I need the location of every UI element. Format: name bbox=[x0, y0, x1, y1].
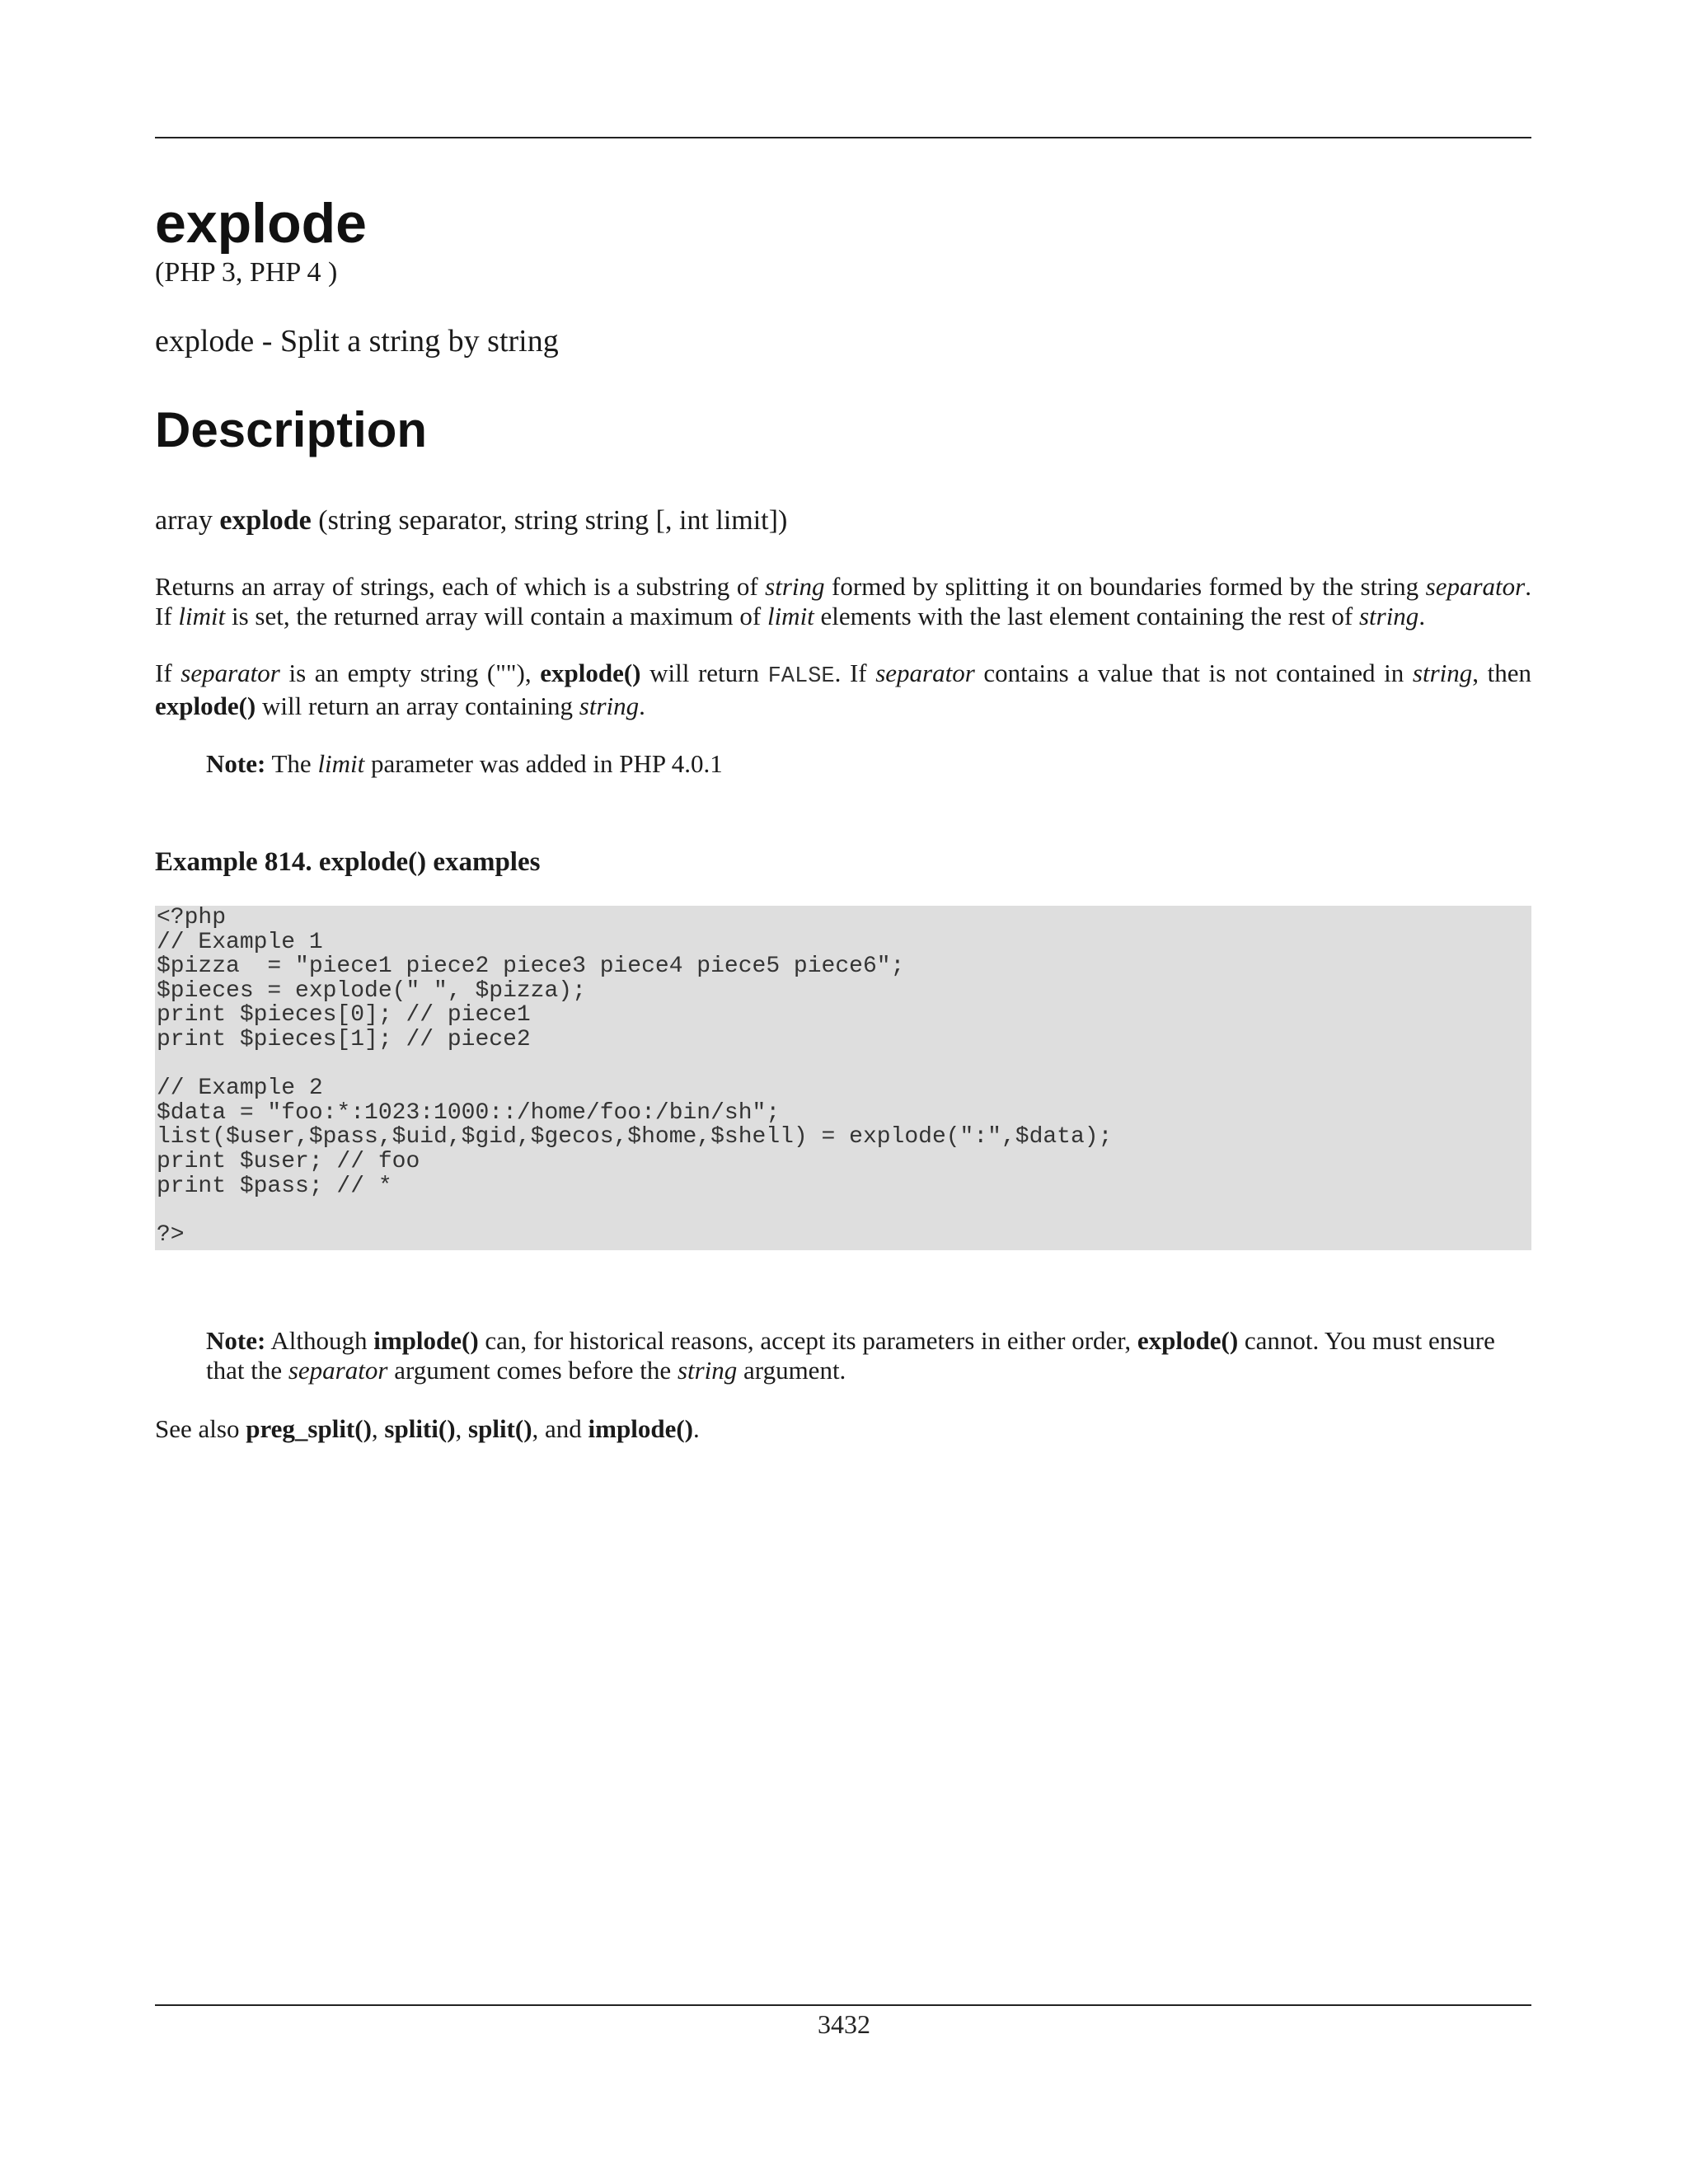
param-ref: string bbox=[677, 1356, 738, 1385]
param-ref: limit bbox=[178, 602, 226, 630]
description-paragraph-2: If separator is an empty string (""), explode() will return FALSE. If separator contains a value that is not contained in string, then explode() will return an array containing string. bbox=[155, 658, 1531, 720]
param-ref: limit bbox=[317, 749, 365, 778]
header-rule bbox=[155, 137, 1531, 138]
see-also-link-spliti: spliti() bbox=[384, 1414, 456, 1443]
function-ref: explode() bbox=[155, 691, 256, 720]
synopsis-params: (string separator, string string [, int limit]) bbox=[318, 505, 788, 536]
function-synopsis bbox=[155, 504, 1531, 537]
synopsis-return-type: array bbox=[155, 505, 213, 536]
param-ref: separator bbox=[1425, 572, 1526, 601]
param-ref: string bbox=[1412, 658, 1473, 687]
see-also-link-implode: implode() bbox=[588, 1414, 693, 1443]
param-ref: string bbox=[765, 572, 825, 601]
see-also: See also preg_split(), spliti(), split(), and implode(). bbox=[155, 1414, 700, 1443]
constant-false: FALSE bbox=[767, 664, 835, 689]
description-paragraph-1: Returns an array of strings, each of which is a substring of string formed by splitting it on boundaries formed by the string separator. If limit is set, the returned array will contain a maximum of limit elements with the last element containing the rest of string. bbox=[155, 572, 1531, 630]
param-ref: separator bbox=[288, 1356, 388, 1385]
note-limit-parameter: Note: The limit parameter was added in PHP 4.0.1 bbox=[206, 749, 723, 778]
code-example-block: <?php // Example 1 $pizza = "piece1 piece2 piece3 piece4 piece5 piece6"; $pieces = explode(" ", $pizza); print $pieces[0]; // piece1 print $pieces[1]; // piece2 // Example 2 $data = "foo:*:1023:1000::/home/foo:/bin/sh"; list($user,$pass,$uid,$gid,$gecos,$home,$shell) = explode(":",$data); print $user; // foo print $pass; // * ?> bbox=[155, 906, 1531, 1250]
function-title: explode bbox=[155, 192, 367, 255]
note-label: Note: bbox=[206, 749, 266, 778]
refpurpose: explode - Split a string by string bbox=[155, 324, 559, 359]
synopsis-function-name: explode bbox=[219, 505, 312, 536]
note-parameter-order: Note: Although implode() can, for historical reasons, accept its parameters in either order, explode() cannot. You must ensure that the separator argument comes before the string argument. bbox=[206, 1326, 1495, 1385]
see-also-link-split: split() bbox=[468, 1414, 532, 1443]
page-content bbox=[155, 186, 1531, 1444]
param-ref: separator bbox=[181, 658, 280, 687]
param-ref: separator bbox=[875, 658, 975, 687]
param-ref: string bbox=[579, 691, 640, 720]
function-ref: implode() bbox=[373, 1326, 479, 1355]
param-ref: limit bbox=[767, 602, 814, 630]
note-label: Note: bbox=[206, 1326, 266, 1355]
page-number: 3432 bbox=[818, 2009, 870, 2039]
php-versions: (PHP 3, PHP 4 ) bbox=[155, 257, 338, 288]
example-title: Example 814. explode() examples bbox=[155, 847, 541, 877]
see-also-link-preg-split: preg_split() bbox=[246, 1414, 372, 1443]
section-title-description: Description bbox=[155, 402, 428, 457]
param-ref: string bbox=[1358, 602, 1419, 630]
function-ref: explode() bbox=[540, 658, 641, 687]
function-ref: explode() bbox=[1137, 1326, 1239, 1355]
